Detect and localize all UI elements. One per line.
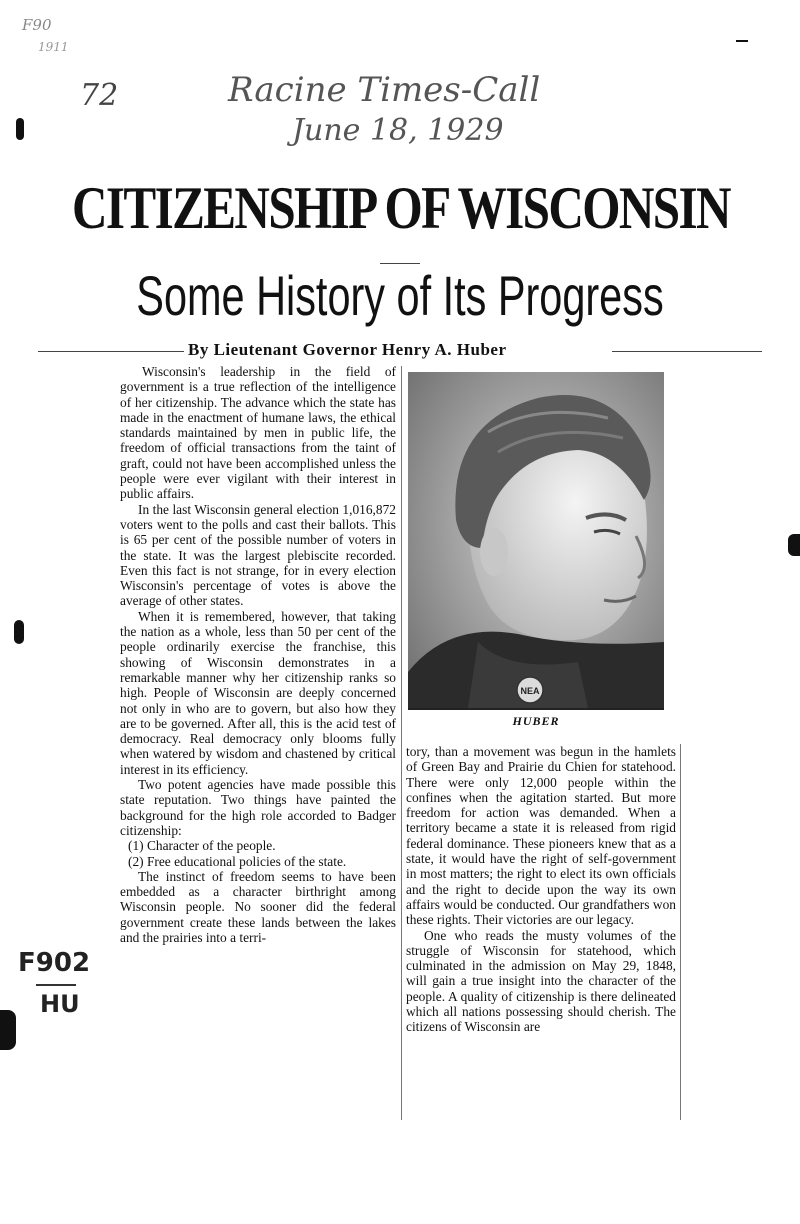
handwritten-code-top: F90 [22,16,52,34]
paragraph: Two potent agencies have made possible this state reputation. Two things have painted the background for the high role accorded to Badger citizenship: [120,777,396,838]
paragraph: One who reads the musty volumes of the struggle of Wisconsin for statehood, which culminated in the admission on May 29, 1848, will gain a true insight into the character of the people. A quality of citizenship is there delineated which all nations possessing should cherish. The citizens of Wisconsin are [406,927,676,1035]
caption-rule [408,708,664,710]
article-column-2 [406,744,676,1035]
photo-badge: NEA [520,686,540,696]
column-divider-lower [401,744,402,1120]
handwritten-file-code: F902 [18,948,91,978]
byline-rule-right [612,351,762,352]
paragraph: In the last Wisconsin general election 1,016,872 voters went to the polls and cast their ballots. This is 65 per cent of the possible number of voters in the state. It was the largest plebiscite recorded. Even this fact is not strange, for in every election Wisconsin's percentage of votes is above the average of other states. [120,501,396,609]
column-divider [401,366,402,750]
byline: By Lieutenant Governor Henry A. Huber [188,340,507,359]
portrait-illustration [408,372,664,708]
scan-mark-right [788,534,800,556]
scan-mark-left-1 [16,118,24,140]
scan-mark-left-2 [14,620,24,644]
scan-mark-top-right [736,40,748,42]
paragraph: When it is remembered, however, that taking the nation as a whole, less than 50 per cent of the people ordinarily exercise the franchise, this showing of Wisconsin demonstrates in a remarkable manner why her citizenship ranks so high. People of Wisconsin are deeply concerned not only in who are to govern, but also how they are to be governed. After all, this is the acid test of democracy. Real democracy only blooms fully when watered by wisdom and chastened by critical interest in its efficiency. [120,608,396,777]
handwritten-underline [36,984,76,986]
subheadline: Some History of Its Progress [136,264,664,327]
paragraph: tory, than a movement was begun in the hamlets of Green Bay and Prairie du Chien for statehood. There were only 12,000 people within the confines when the agitation started. But more freedom for action was demanded. When a territory became a state it is released from rigid federal dominance. These pioneers knew that as a state, it would have the right of self-government in most matters; the right to elect its own officials and the right to decide upon the way its own affairs would be conducted. Our grandfathers won these rights. Their victories are our legacy. [406,744,676,928]
byline-rule-left [38,351,184,352]
handwritten-file-code-2: HU [40,990,80,1018]
headline: CITIZENSHIP OF WISCONSIN [72,175,730,241]
photo-caption: HUBER [512,714,560,728]
scan-mark-left-3 [0,1010,16,1050]
paragraph: Wisconsin's leadership in the field of government is a true reflection of the intelligence of her citizenship. The advance which the state has made in the enactment of humane laws, the ethical standards maintained by men in public life, the freedom of official transactions from the taint of graft, could not have been accomplished unless the people were ever vigilant with their interest in public affairs. [120,364,396,502]
column-divider-right [680,744,681,1120]
article-column-1 [120,364,396,945]
portrait-photo [408,372,664,708]
handwritten-date: June 18, 1929 [292,113,504,148]
paragraph: The instinct of freedom seems to have been embedded as a character birthright among Wisconsin people. No sooner did the federal government create these lands between the lakes and the prairies into a terri- [120,868,396,945]
list-item: (2) Free educational policies of the state. [128,853,347,869]
handwritten-code-faint: 1911 [38,40,69,54]
list-item: (1) Character of the people. [128,838,276,854]
handwritten-number: 72 [80,78,119,113]
handwritten-source: Racine Times-Call [228,70,541,110]
